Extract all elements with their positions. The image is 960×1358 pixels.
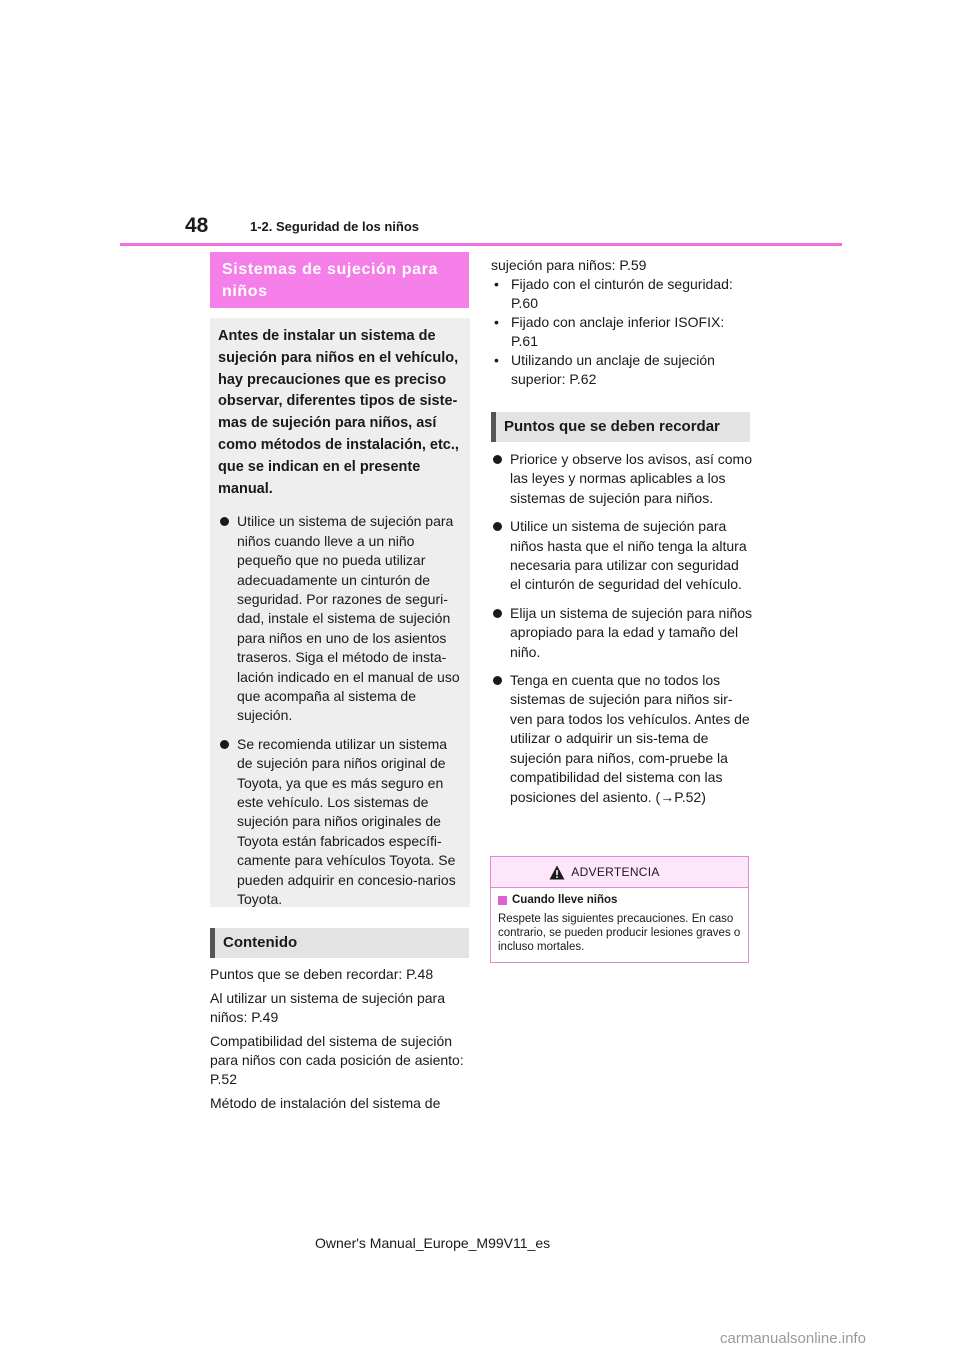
points-heading: Puntos que se deben recordar [491, 412, 750, 442]
page-number: 48 [185, 214, 209, 237]
footer-doc-id: Owner's Manual_Europe_M99V11_es [315, 1235, 551, 1251]
list-item: Priorice y observe los avisos, así como las leyes y normas aplicables a los sistemas de sujeción para niños. [491, 450, 753, 508]
list-item: Utilice un sistema de sujeción para niños hasta que el niño tenga la altura necesaria para utilizar con seguridad el cinturón de seguridad del vehículo. [491, 517, 753, 595]
contents-list [210, 965, 470, 1118]
contents-item: Al utilizar un sistema de sujeción para niños: P.49 [210, 990, 446, 1025]
contents-heading: Contenido [210, 928, 469, 958]
warning-triangle-icon [549, 865, 565, 880]
points-list [491, 450, 753, 816]
contents-subitem: • Fijado con anclaje inferior ISOFIX: P.61 [491, 313, 753, 351]
list-item: Elija un sistema de sujeción para niños apropiado para la edad y tamaño del niño. [491, 604, 753, 662]
section-heading: Sistemas de sujeción para niños [210, 252, 469, 308]
contents-item: sujeción para niños: P.59 [491, 257, 647, 273]
warning-title-text: Cuando lleve niños [512, 894, 618, 906]
warning-title [498, 893, 741, 907]
warning-box [490, 856, 749, 963]
list-item: Utilice un sistema de sujeción para niños cuando lleve a un niño pequeño que no pueda utilizar adecuadamente un cinturón de seguridad. Por razones de seguri-dad, instale el sistema de sujeción para niños en uno de los asientos traseros. Siga el método de insta-lación indicado en el manual de uso que acompaña al sistema de sujeción. [218, 512, 462, 725]
list-item: Tenga en cuenta que no todos los sistemas de sujeción para niños sir-ven para todos los vehículos. Antes de utilizar o adquirir un sis-tema de sujeción para niños, com-pruebe la compatibilidad del sistema con las posiciones del asiento. (→P.52) [491, 671, 753, 807]
contents-item: Método de instalación del sistema de [210, 1095, 441, 1111]
section-title: 1-2. Seguridad de los niños [250, 219, 420, 234]
header-divider [120, 243, 842, 246]
warning-text: Respete las siguientes precauciones. En caso contrario, se pueden producir lesiones graves o incluso mortales. [498, 913, 741, 953]
list-item: Se recomienda utilizar un sistema de sujeción para niños original de Toyota, ya que es más seguro en este vehículo. Los sistemas de sujeción para niños originales de Toyota están fabricados específi-camente para vehículos Toyota. Se pueden adquirir en concesio-narios Toyota. [218, 735, 462, 910]
intro-box [210, 318, 470, 907]
contents-continuation [491, 256, 753, 389]
intro-text: Antes de instalar un sistema de sujeción para niños en el vehículo, hay precauciones que es preciso observar, diferentes tipos de siste-mas de sujeción para niños, así como métodos de instalación, etc., que se indican en el presente manual. [218, 328, 459, 497]
watermark: carmanualsonline.info [720, 1330, 866, 1347]
contents-subitem: • Utilizando un anclaje de sujeción superior: P.62 [491, 351, 753, 389]
warning-body [491, 888, 748, 954]
warning-label: ADVERTENCIA [571, 865, 660, 879]
contents-subitem: • Fijado con el cinturón de seguridad: P.60 [491, 275, 753, 313]
warning-header [491, 857, 748, 888]
contents-item: Compatibilidad del sistema de sujeción para niños con cada posición de asiento: P.52 [210, 1033, 464, 1087]
contents-item: Puntos que se deben recordar: P.48 [210, 966, 434, 982]
square-bullet-icon [498, 896, 507, 905]
